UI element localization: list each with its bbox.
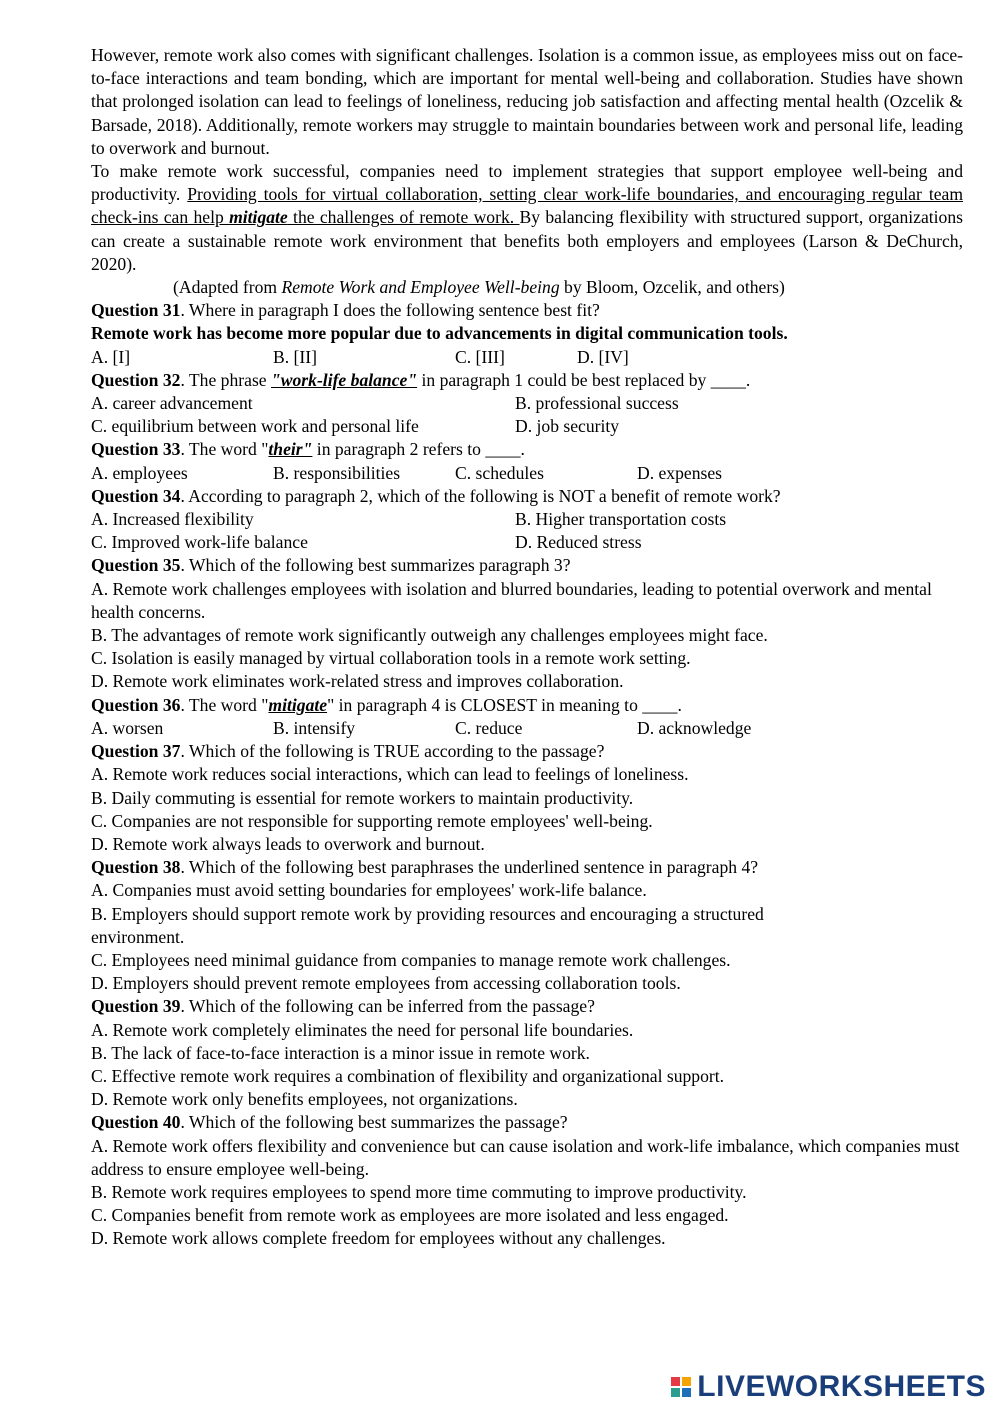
option-b[interactable]: B. responsibilities bbox=[273, 462, 401, 483]
option-d[interactable]: D. Remote work eliminates work-related stress and improves collaboration. bbox=[91, 671, 624, 692]
option-d[interactable]: D. job security bbox=[515, 416, 620, 437]
option-b[interactable]: B. The lack of face-to-face interaction is a minor issue in remote work. bbox=[91, 1042, 590, 1063]
option-b[interactable]: B. Employers should support remote work by providing resources and encouraging a structured bbox=[91, 903, 764, 924]
question-37 bbox=[91, 740, 963, 763]
question-33-post: in paragraph 2 refers to ____. bbox=[312, 439, 525, 460]
question-32-options-row-1 bbox=[91, 392, 963, 415]
option-d[interactable]: D. Remote work only benefits employees, not organizations. bbox=[91, 1089, 518, 1110]
question-31-sentence: Remote work has become more popular due to advancements in digital communication tools. bbox=[91, 323, 788, 344]
option-b[interactable]: B. [II] bbox=[273, 346, 317, 367]
question-32-term: "work-life balance" bbox=[271, 369, 418, 390]
option-d[interactable]: D. Reduced stress bbox=[515, 532, 642, 553]
option-d[interactable]: D. Employers should prevent remote employees from accessing collaboration tools. bbox=[91, 973, 681, 994]
question-33-term: their" bbox=[268, 439, 313, 460]
question-40-text: . Which of the following best summarizes the passage? bbox=[180, 1112, 568, 1133]
option-a[interactable]: A. Remote work offers flexibility and convenience but can cause isolation and work-life imbalance, which companies must address to ensure employee well-being. bbox=[91, 1135, 960, 1179]
option-d[interactable]: D. Remote work allows complete freedom for employees without any challenges. bbox=[91, 1228, 666, 1249]
option-a[interactable]: A. Remote work completely eliminates the need for personal life boundaries. bbox=[91, 1019, 634, 1040]
option-c[interactable]: C. [III] bbox=[455, 346, 505, 367]
question-33-pre: . The word " bbox=[180, 439, 269, 460]
question-37-label: Question 37 bbox=[91, 741, 181, 762]
option-c[interactable]: C. Improved work-life balance bbox=[91, 532, 308, 553]
question-31-options bbox=[91, 346, 963, 369]
liveworksheets-logo bbox=[671, 1370, 986, 1404]
option-c[interactable]: C. schedules bbox=[455, 462, 544, 483]
question-36-label: Question 36 bbox=[91, 694, 181, 715]
question-38-text: . Which of the following best paraphrases the underlined sentence in paragraph 4? bbox=[180, 857, 759, 878]
question-36 bbox=[91, 694, 963, 717]
question-36-term: mitigate bbox=[268, 694, 328, 715]
option-a[interactable]: A. worsen bbox=[91, 717, 164, 738]
question-39 bbox=[91, 995, 963, 1018]
option-c[interactable]: C. Employees need minimal guidance from companies to manage remote work challenges. bbox=[91, 949, 731, 970]
option-c[interactable]: C. Effective remote work requires a combination of flexibility and organizational support. bbox=[91, 1065, 725, 1086]
option-b[interactable]: B. Daily commuting is essential for remote workers to maintain productivity. bbox=[91, 787, 634, 808]
logo-text: LIVEWORKSHEETS bbox=[697, 1370, 986, 1403]
underlined-word-mitigate: mitigate bbox=[229, 207, 288, 228]
logo-grid-icon bbox=[671, 1377, 691, 1397]
question-32 bbox=[91, 369, 963, 392]
question-31-label: Question 31 bbox=[91, 300, 181, 321]
option-a[interactable]: A. Remote work challenges employees with isolation and blurred boundaries, leading to potential overwork and mental health concerns. bbox=[91, 578, 932, 622]
question-34-options-row-1 bbox=[91, 508, 963, 531]
question-38 bbox=[91, 856, 963, 879]
option-d[interactable]: D. Remote work always leads to overwork and burnout. bbox=[91, 833, 485, 854]
source-suffix: by Bloom, Ozcelik, and others) bbox=[559, 277, 785, 298]
question-35 bbox=[91, 554, 963, 577]
underlined-sentence-a: Providing tools for virtual collaboration, setting clear work-life boundaries, and encouraging regular team check-ins can help bbox=[91, 184, 964, 228]
option-a[interactable]: A. Companies must avoid setting boundaries for employees' work-life balance. bbox=[91, 880, 647, 901]
source-citation bbox=[91, 276, 963, 299]
question-36-post: " in paragraph 4 is CLOSEST in meaning to ____. bbox=[327, 694, 682, 715]
option-c[interactable]: C. Companies benefit from remote work as employees are more isolated and less engaged. bbox=[91, 1205, 729, 1226]
paragraph-4 bbox=[91, 160, 963, 276]
source-title: Remote Work and Employee Well-being bbox=[281, 277, 560, 298]
paragraph-4-end: By balancing flexibility with structured support, organizations can create a sustainable remote work environment that benefits both employers and employees (Larson & DeChurch, 2020). bbox=[91, 207, 963, 274]
logo-square-teal bbox=[671, 1388, 680, 1397]
option-a[interactable]: A. [I] bbox=[91, 346, 131, 367]
option-a[interactable]: A. employees bbox=[91, 462, 188, 483]
option-a[interactable]: A. career advancement bbox=[91, 393, 253, 414]
question-37-text: . Which of the following is TRUE according to the passage? bbox=[180, 741, 605, 762]
underlined-sentence-b: the challenges of remote work. bbox=[287, 207, 520, 228]
option-d[interactable]: D. expenses bbox=[637, 462, 723, 483]
question-31-text: . Where in paragraph I does the following sentence best fit? bbox=[180, 300, 600, 321]
logo-square-red bbox=[671, 1377, 680, 1386]
option-c[interactable]: C. Isolation is easily managed by virtual collaboration tools in a remote work setting. bbox=[91, 648, 691, 669]
question-38-label: Question 38 bbox=[91, 857, 181, 878]
question-39-label: Question 39 bbox=[91, 996, 181, 1017]
question-36-options bbox=[91, 717, 963, 740]
question-35-label: Question 35 bbox=[91, 555, 181, 576]
option-b-continued[interactable]: environment. bbox=[91, 926, 185, 947]
question-32-options-row-2 bbox=[91, 415, 963, 438]
question-32-label: Question 32 bbox=[91, 369, 181, 390]
question-39-text: . Which of the following can be inferred from the passage? bbox=[180, 996, 595, 1017]
source-prefix: (Adapted from bbox=[173, 277, 282, 298]
question-36-pre: . The word " bbox=[180, 694, 269, 715]
option-b[interactable]: B. intensify bbox=[273, 717, 356, 738]
option-a[interactable]: A. Remote work reduces social interactions, which can lead to feelings of loneliness. bbox=[91, 764, 689, 785]
paragraph-3: However, remote work also comes with significant challenges. Isolation is a common issue, as employees miss out on face-to-face interactions and team bonding, which are important for mental well-being and collaboration. Studies have shown that prolonged isolation can lead to feelings of loneliness, reducing job satisfaction and affecting mental health (Ozcelik & Barsade, 2018). Additionally, remote workers may struggle to maintain boundaries between work and personal life, leading to overwork and burnout. bbox=[91, 45, 963, 158]
option-d[interactable]: D. acknowledge bbox=[637, 717, 752, 738]
question-34-label: Question 34 bbox=[91, 485, 181, 506]
option-b[interactable]: B. The advantages of remote work significantly outweigh any challenges employees might face. bbox=[91, 625, 768, 646]
option-b[interactable]: B. Remote work requires employees to spend more time commuting to improve productivity. bbox=[91, 1181, 747, 1202]
option-c[interactable]: C. reduce bbox=[455, 717, 523, 738]
option-b[interactable]: B. professional success bbox=[515, 393, 679, 414]
question-33 bbox=[91, 438, 963, 461]
question-40 bbox=[91, 1111, 963, 1134]
option-d[interactable]: D. [IV] bbox=[577, 346, 629, 367]
question-33-options bbox=[91, 462, 963, 485]
worksheet-page bbox=[91, 44, 963, 1251]
question-35-text: . Which of the following best summarizes paragraph 3? bbox=[180, 555, 571, 576]
question-33-label: Question 33 bbox=[91, 439, 181, 460]
question-32-post: in paragraph 1 could be best replaced by ____. bbox=[417, 369, 751, 390]
option-c[interactable]: C. Companies are not responsible for supporting remote employees' well-being. bbox=[91, 810, 653, 831]
logo-square-blue bbox=[682, 1388, 691, 1397]
logo-square-orange bbox=[682, 1377, 691, 1386]
question-34 bbox=[91, 485, 963, 508]
question-34-text: . According to paragraph 2, which of the following is NOT a benefit of remote work? bbox=[180, 485, 781, 506]
option-b[interactable]: B. Higher transportation costs bbox=[515, 509, 727, 530]
question-40-label: Question 40 bbox=[91, 1112, 181, 1133]
question-31 bbox=[91, 299, 963, 322]
paragraph-4-start: To make remote work successful, companies need to implement strategies that support employee well-being and productivity. bbox=[91, 161, 963, 205]
question-34-options-row-2 bbox=[91, 531, 963, 554]
question-32-pre: . The phrase bbox=[180, 369, 271, 390]
option-a[interactable]: A. Increased flexibility bbox=[91, 509, 254, 530]
option-c[interactable]: C. equilibrium between work and personal life bbox=[91, 416, 419, 437]
